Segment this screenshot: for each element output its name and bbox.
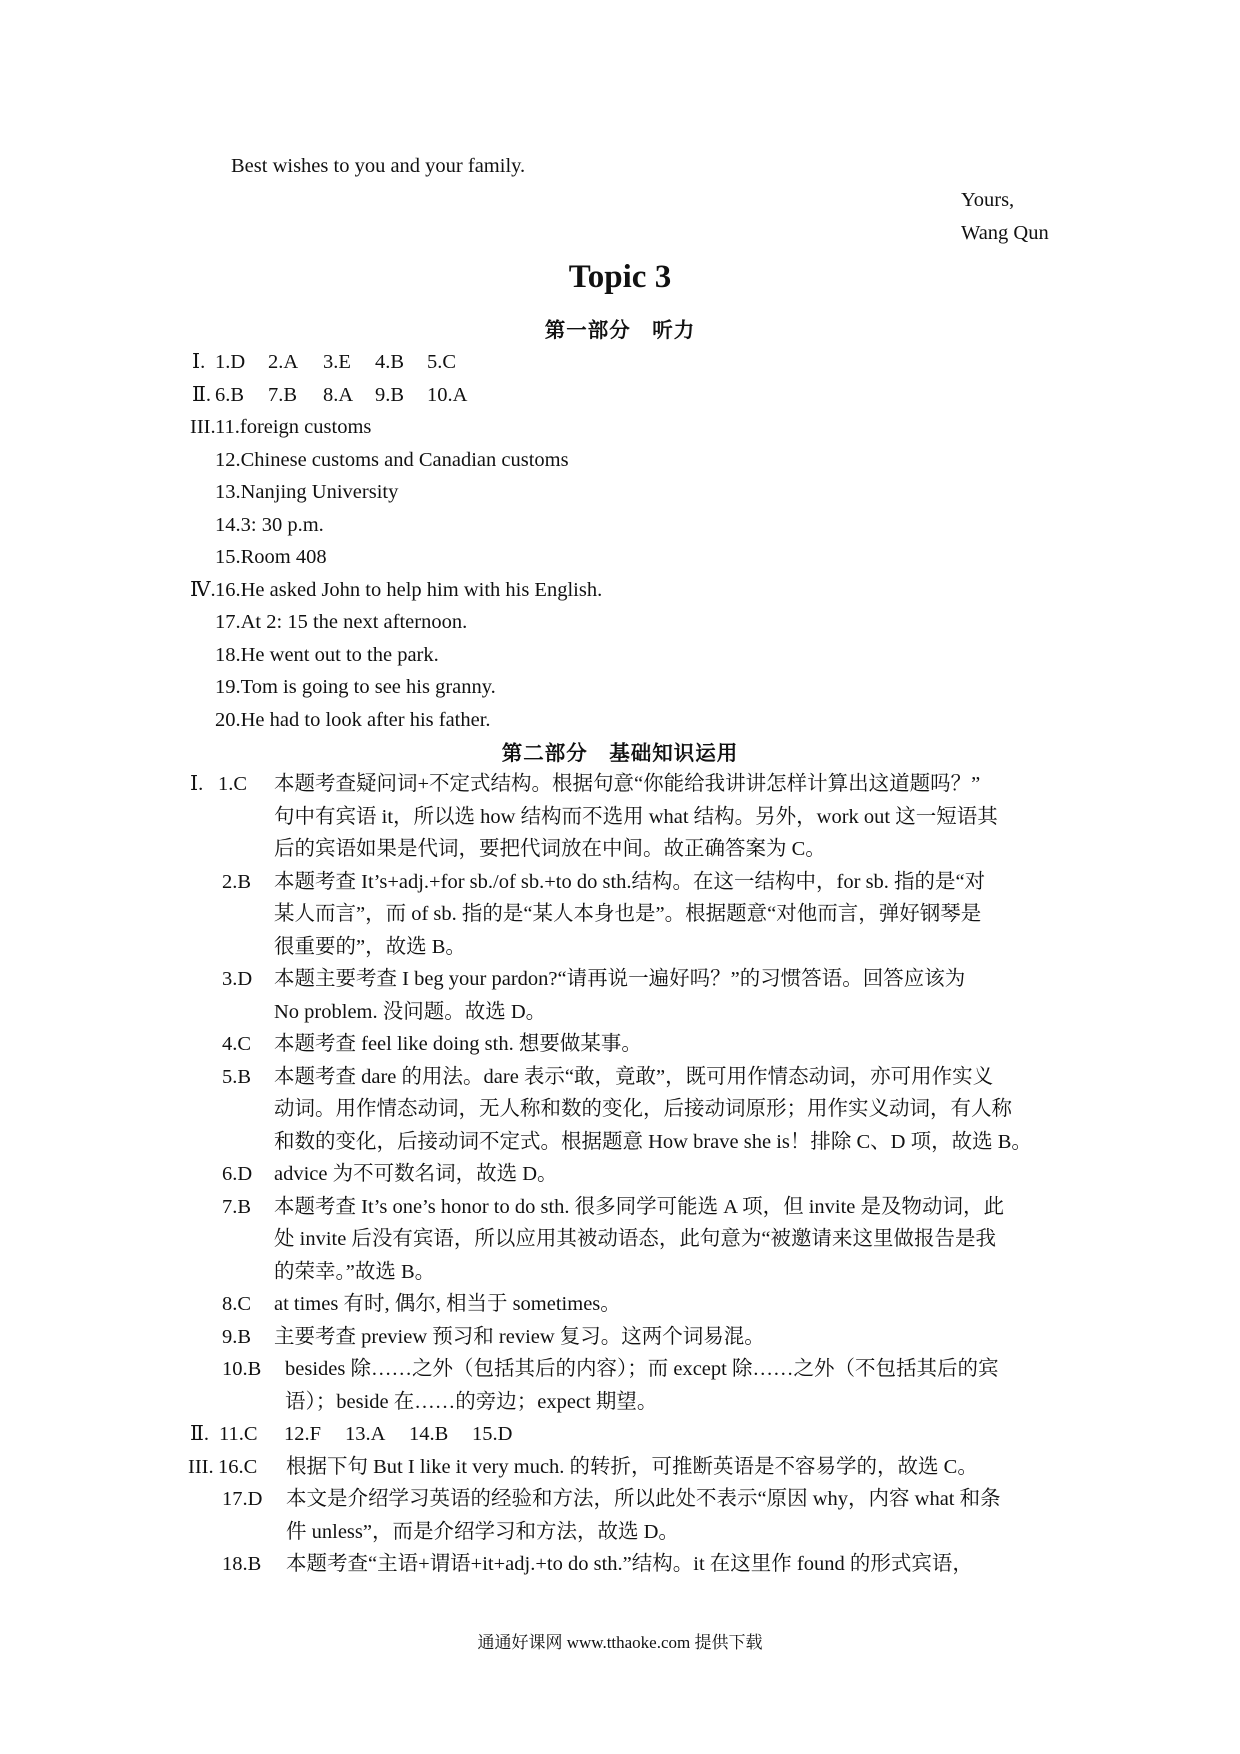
section-label: III.: [190, 416, 216, 438]
question-number: 5.B: [222, 1066, 252, 1088]
answer-line: 14.3: 30 p.m.: [215, 514, 324, 536]
answer-line: 20.He had to look after his father.: [215, 709, 491, 731]
part2-heading: 第二部分 基础知识运用: [501, 743, 739, 765]
page-footer: 通通好课网 www.tthaoke.com 提供下载: [477, 1633, 763, 1652]
section-label: Ⅰ.: [190, 773, 204, 795]
question-number: 3.D: [222, 968, 253, 990]
section-label: III.: [188, 1456, 214, 1478]
answer-line: 16.He asked John to help him with his English.: [215, 579, 603, 601]
part1-section-I: [0, 346, 1240, 379]
explanation-line: 本题考查 feel like doing sth. 想要做某事。: [274, 1033, 642, 1055]
section-label: Ⅱ.: [192, 384, 212, 406]
explanation-line: 本题考查“主语+谓语+it+adj.+to do sth.”结构。it 在这里作 found 的形式宾语，: [286, 1553, 973, 1575]
explanation-line: 本题考查疑问词+不定式结构。根据句意“你能给我讲讲怎样计算出这道题吗？”: [274, 773, 981, 795]
part1-heading: 第一部分 听力: [544, 320, 696, 342]
answer-line: 17.At 2: 15 the next afternoon.: [215, 611, 468, 633]
answer-line: 13.Nanjing University: [215, 481, 399, 503]
answer: 4.B: [375, 351, 405, 373]
answer: 9.B: [375, 384, 405, 406]
explanation-line: besides 除……之外（包括其后的内容）；而 except 除……之外（不包括其后的宾: [285, 1358, 999, 1380]
letter-signoff: Yours,: [961, 189, 1015, 211]
answer: 10.A: [427, 384, 468, 406]
answer-line: 15.Room 408: [215, 546, 327, 568]
part2-section-II: [0, 1418, 1240, 1451]
letter-closing-line: Best wishes to you and your family.: [231, 155, 526, 177]
answer: 8.A: [323, 384, 354, 406]
answer-line: 11.foreign customs: [215, 416, 372, 438]
topic-title: Topic 3: [568, 259, 672, 295]
explanation-line: 后的宾语如果是代词，要把代词放在中间。故正确答案为 C。: [274, 838, 826, 860]
explanation-line: 本题考查 It’s+adj.+for sb./of sb.+to do sth.结构。在这一结构中，for sb. 指的是“对: [274, 871, 986, 893]
explanation-line: 本题考查 dare 的用法。dare 表示“敢，竟敢”，既可用作情态动词，亦可用作实义: [274, 1066, 994, 1088]
question-number: 17.D: [222, 1488, 263, 1510]
explanation-line: 某人而言”，而 of sb. 指的是“某人本身也是”。根据题意“对他而言，弹好钢琴是: [274, 903, 982, 925]
question-number: 1.C: [218, 773, 248, 795]
answer-line: 12.Chinese customs and Canadian customs: [215, 449, 569, 471]
section-label: Ⅰ.: [192, 351, 206, 373]
explanation-line: 本题考查 It’s one’s honor to do sth. 很多同学可能选 A 项，但 invite 是及物动词，此: [274, 1196, 1005, 1218]
answer: 12.F: [284, 1423, 322, 1445]
explanation-line: No problem. 没问题。故选 D。: [274, 1001, 547, 1023]
answer: 3.E: [323, 351, 351, 373]
question-number: 10.B: [222, 1358, 262, 1380]
explanation-line: 处 invite 后没有宾语，所以应用其被动语态，此句意为“被邀请来这里做报告是我: [274, 1228, 997, 1250]
answer: 1.D: [215, 351, 246, 373]
answer: 6.B: [215, 384, 245, 406]
answer: 7.B: [268, 384, 298, 406]
explanation-line: 主要考查 preview 预习和 review 复习。这两个词易混。: [274, 1326, 765, 1348]
question-number: 7.B: [222, 1196, 252, 1218]
answer-line: 18.He went out to the park.: [215, 644, 439, 666]
explanation-line: 和数的变化，后接动词不定式。根据题意 How brave she is！排除 C、D 项，故选 B。: [274, 1131, 1032, 1153]
explanation-line: 很重要的”，故选 B。: [274, 936, 466, 958]
section-label: Ⅱ.: [190, 1423, 210, 1445]
answer: 5.C: [427, 351, 457, 373]
question-number: 16.C: [218, 1456, 258, 1478]
answer: 15.D: [472, 1423, 513, 1445]
answer: 14.B: [409, 1423, 449, 1445]
explanation-line: 语）；beside 在……的旁边；expect 期望。: [285, 1391, 658, 1413]
explanation-line: 根据下句 But I like it very much. 的转折，可推断英语是不容易学的，故选 C。: [286, 1456, 978, 1478]
explanation-line: 句中有宾语 it，所以选 how 结构而不选用 what 结构。另外，work out 这一短语其: [274, 806, 998, 828]
explanation-line: 动词。用作情态动词，无人称和数的变化，后接动词原形；用作实义动词，有人称: [274, 1098, 1012, 1120]
explanation-line: at times 有时, 偶尔, 相当于 sometimes。: [274, 1293, 621, 1315]
explanation-line: 件 unless”，而是介绍学习和方法，故选 D。: [286, 1521, 679, 1543]
section-label: Ⅳ.: [190, 579, 216, 601]
answer: 2.A: [268, 351, 299, 373]
answer: 11.C: [219, 1423, 258, 1445]
explanation-line: advice 为不可数名词，故选 D。: [274, 1163, 558, 1185]
explanation-line: 的荣幸。”故选 B。: [274, 1261, 436, 1283]
answer-line: 19.Tom is going to see his granny.: [215, 676, 496, 698]
explanation-line: 本文是介绍学习英语的经验和方法，所以此处不表示“原因 why，内容 what 和条: [286, 1488, 1001, 1510]
answer: 13.A: [345, 1423, 386, 1445]
question-number: 6.D: [222, 1163, 253, 1185]
question-number: 2.B: [222, 871, 252, 893]
question-number: 8.C: [222, 1293, 252, 1315]
explanation-line: 本题主要考查 I beg your pardon?“请再说一遍好吗？”的习惯答语。回答应该为: [274, 968, 966, 990]
part1-section-II: [0, 379, 1240, 412]
question-number: 18.B: [222, 1553, 262, 1575]
letter-signature: Wang Qun: [961, 222, 1049, 244]
question-number: 4.C: [222, 1033, 252, 1055]
question-number: 9.B: [222, 1326, 252, 1348]
